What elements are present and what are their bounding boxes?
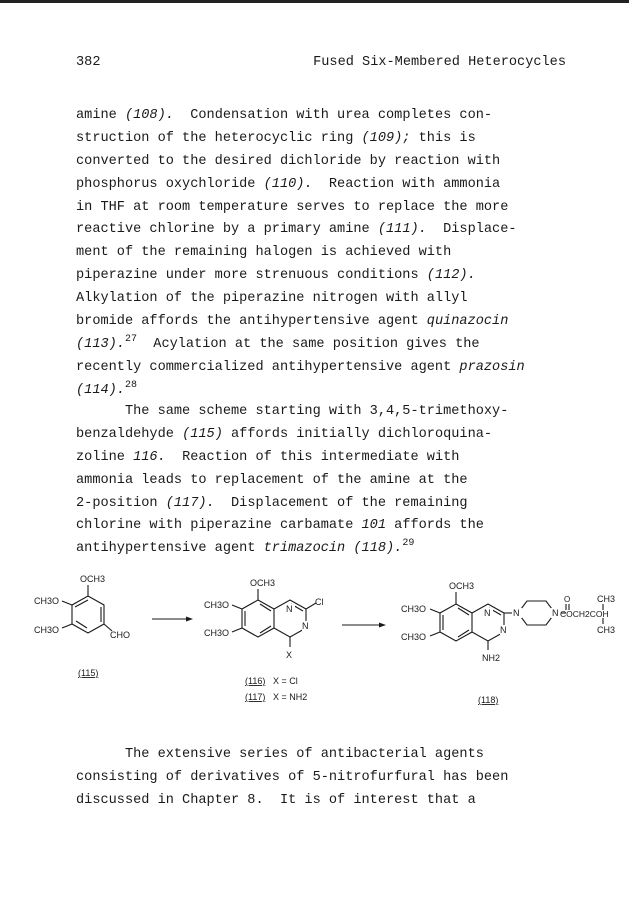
text-run: The same scheme starting with 3,4,5-trimethoxy- [76,404,509,419]
text-line [76,151,568,174]
text-run: Acylation at the same position gives the [136,336,480,352]
text-run: Reaction with ammonia [312,176,501,192]
c116-label: (116) [245,676,266,686]
text-run: chlorine with piperazine carbamate [76,518,362,534]
c118-label: (118) [478,695,499,705]
citation-superscript: 27 [124,333,137,345]
running-title: Fused Six-Membered Heterocycles [313,55,566,70]
text-line [76,767,568,790]
text-run: reactive chlorine by a primary amine [76,222,378,238]
c118-och3-left: CH3O [401,604,427,614]
text-run: converted to the desired dichloride by reaction with [76,153,501,169]
compound-115-structure [34,574,130,678]
text-run: ment of the remaining halogen is achieved with [76,245,452,261]
text-line [76,515,568,538]
c117-sub: X = NH2 [273,692,308,702]
text-run: recently commercialized antihypertensive agent [76,359,460,375]
text-run: Condensation with urea completes con- [173,108,493,123]
c115-och3-bottom: CH3O [34,625,60,635]
compound-reference: (117). [165,495,215,511]
compound-118-structure [401,581,615,705]
text-line [76,790,568,813]
c118-chain: COCH2COH [560,609,609,619]
compound-reference: (109); [361,130,411,146]
c118-nh2: NH2 [482,653,501,663]
paragraph-2 [76,401,568,561]
compound-reference: (118). [353,541,403,557]
c115-aldehyde: CHO [110,630,130,640]
text-run: antihypertensive agent [76,541,264,557]
page-number: 382 [76,55,101,70]
text-line [76,288,568,311]
compound-reference: (114). [76,382,125,398]
text-line [76,493,568,516]
c115-och3-top: OCH3 [80,574,106,584]
text-line [76,401,568,424]
paragraph-3 [76,744,568,813]
text-line [76,242,568,265]
citation-superscript: 28 [124,379,137,391]
arrow-2-head [379,623,386,628]
compound-reference: 101 [361,518,386,534]
text-run: struction of the heterocyclic ring [76,130,362,146]
text-run: ammonia leads to replacement of the amine at the [76,472,468,488]
text-line [76,265,568,288]
text-run: The extensive series of antibacterial agents [76,747,484,762]
c118-och3-top: OCH3 [449,581,475,591]
text-line [76,424,568,447]
text-run: Displace- [426,222,517,238]
text-run: 2-position [76,495,166,511]
compound-reference: 116. [133,449,166,465]
text-run: this is [410,130,476,146]
running-header [76,55,566,75]
compound-reference: (110). [263,176,313,192]
text-run: phosphorus oxychloride [76,176,264,192]
text-line [76,311,568,334]
compound-116-117-structure [204,578,324,702]
text-run: discussed in Chapter 8. It is of interest that a [76,792,476,808]
c116-sub: X = Cl [273,676,298,686]
top-rule [0,0,629,3]
drug-name: prazosin [459,359,525,375]
c118-carbonyl-o: O [564,595,571,604]
c117-label: (117) [245,692,266,702]
text-run: piperazine under more strenuous conditions [76,268,427,284]
c116-och3-left: CH3O [204,600,230,610]
c116-cl: Cl [315,597,324,607]
reaction-scheme [0,570,629,740]
text-line [76,380,568,403]
text-line [76,470,568,493]
text-run: Displacement of the remaining [214,495,468,511]
compound-reference: (112). [426,268,476,284]
c115-label: (115) [78,668,99,678]
compound-reference: (111). [377,222,427,238]
text-line [76,538,568,561]
c118-pip-n1: N [513,608,520,618]
c118-pip-n4: N [552,608,559,618]
compound-reference: (108). [124,108,174,123]
text-line [76,105,568,128]
text-run: affords the [386,518,484,534]
c118-och3-bottom: CH3O [401,632,427,642]
text-line [76,197,568,220]
text-line [76,219,568,242]
text-line [76,447,568,470]
c118-ch3-bottom: CH3 [597,625,616,635]
text-line [76,174,568,197]
text-run: amine [76,108,125,123]
text-run: affords initially dichloroquina- [222,426,493,442]
c118-n1: N [484,608,491,618]
drug-name: trimazocin [263,541,346,557]
text-line [76,357,568,380]
compound-reference: (113). [76,336,125,352]
drug-name: quinazocin [426,314,509,330]
c116-och3-top: OCH3 [250,578,276,588]
text-run: zoline [76,449,134,465]
c118-n3: N [500,625,507,635]
text-run: benzaldehyde [76,426,183,442]
c116-n1: N [286,604,293,614]
citation-superscript: 29 [402,538,415,550]
compound-reference: (115) [182,426,223,442]
text-line [76,744,568,767]
paragraph-1 [76,105,568,403]
c116-och3-bottom: CH3O [204,628,230,638]
c116-n3: N [302,621,309,631]
c118-ch3-top: CH3 [597,594,616,604]
text-run: consisting of derivatives of 5-nitrofurfural has been [76,769,509,785]
c115-och3-left: CH3O [34,596,60,606]
arrow-1-head [186,617,193,622]
text-run: in THF at room temperature serves to replace the more [76,199,509,215]
c116-x: X [286,650,293,660]
text-run: Reaction of this intermediate with [165,449,460,465]
text-run: bromide affords the antihypertensive agent [76,314,427,330]
text-line [76,128,568,151]
text-line [76,334,568,357]
text-run: Alkylation of the piperazine nitrogen with allyl [76,291,468,307]
